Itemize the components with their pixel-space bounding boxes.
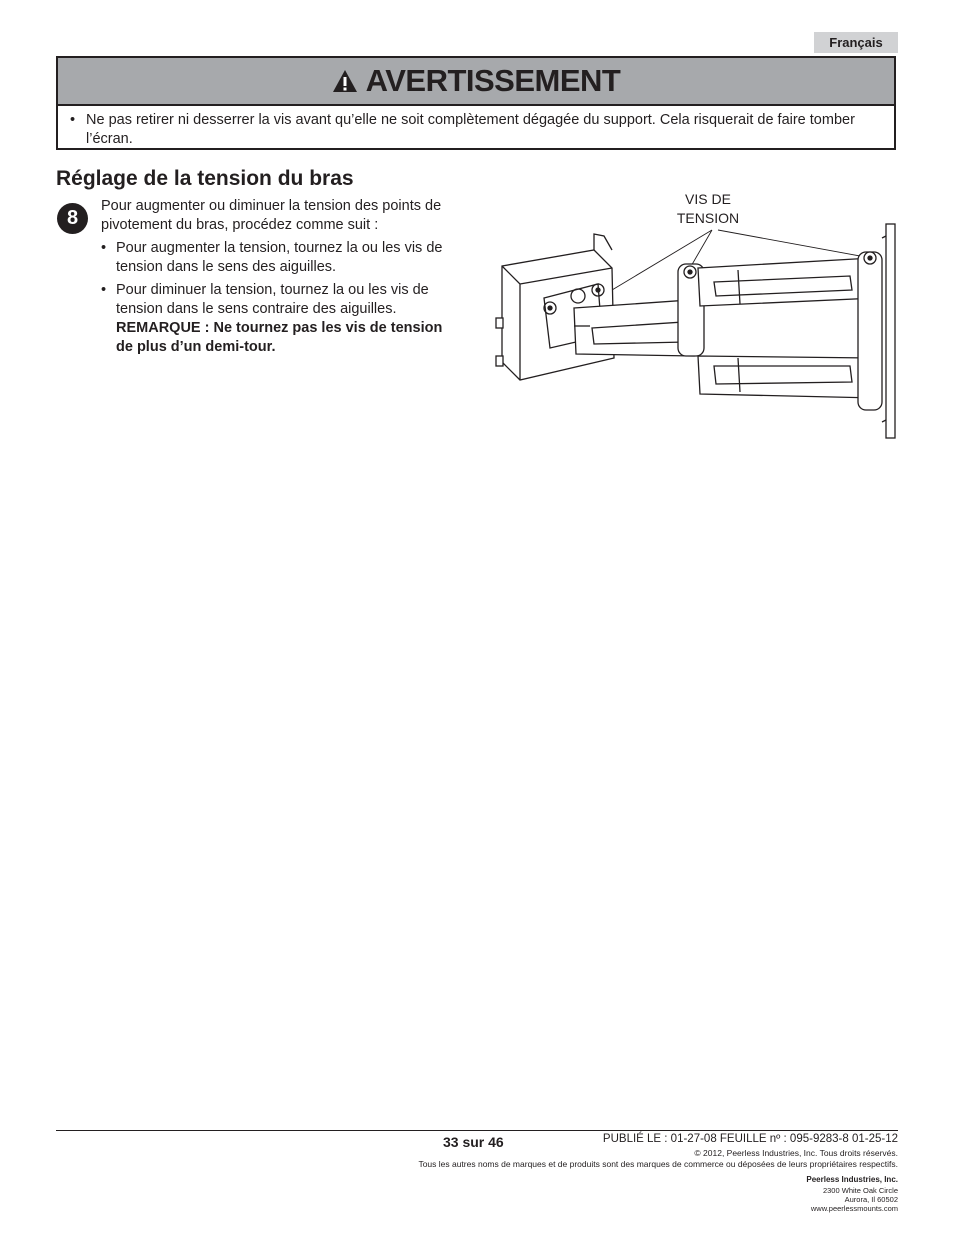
list-item-text: Pour diminuer la tension, tournez la ou les vis de tension dans le sens contraire des aiguilles. <box>116 282 429 317</box>
list-item <box>101 281 461 357</box>
footer-divider <box>56 1130 898 1131</box>
bullet-marker: • <box>70 112 76 128</box>
tension-screw-callout <box>665 190 751 228</box>
warning-box <box>56 56 896 150</box>
publication-info: PUBLIÉ LE : 01-27-08 FEUILLE nº : 095-9283-8 01-25-12 <box>602 1133 898 1145</box>
callout-line: TENSION <box>676 210 740 226</box>
warning-triangle-icon <box>332 69 358 93</box>
step-number-badge: 8 <box>57 203 88 234</box>
page-number: 33 sur 46 <box>443 1134 504 1150</box>
company-address: 2300 White Oak Circle <box>822 1186 898 1195</box>
warning-body <box>58 106 894 149</box>
section-title: Réglage de la tension du bras <box>56 167 354 190</box>
step-intro: Pour augmenter ou diminuer la tension des points de pivotement du bras, procédez comme suit : <box>101 198 442 233</box>
warning-text: Ne pas retirer ni desserrer la vis avant qu’elle ne soit complètement dégagée du support. Cela risquerait de faire tomber l’écran. <box>86 112 855 147</box>
language-tab: Français <box>814 32 898 53</box>
list-item-text: Pour augmenter la tension, tournez la ou les vis de tension dans le sens des aiguilles. <box>116 240 443 275</box>
company-website: www.peerlessmounts.com <box>810 1204 898 1213</box>
copyright-text: © 2012, Peerless Industries, Inc. Tous droits réservés. <box>694 1148 898 1158</box>
warning-header <box>58 58 894 106</box>
bullet-marker: • <box>101 240 107 256</box>
warning-title: AVERTISSEMENT <box>365 63 621 98</box>
trademark-text: Tous les autres noms de marques et de produits sont des marques de commerce ou déposées de leurs propriétaires respectifs. <box>418 1159 898 1169</box>
list-item <box>101 239 461 277</box>
step-note: REMARQUE : Ne tournez pas les vis de tension de plus d’un demi-tour. <box>116 320 443 355</box>
step-instructions <box>101 197 461 357</box>
callout-line: VIS DE <box>685 191 731 207</box>
bullet-marker: • <box>101 282 107 298</box>
company-name: Peerless Industries, Inc. <box>806 1175 898 1184</box>
company-city: Aurora, Il 60502 <box>844 1195 898 1204</box>
